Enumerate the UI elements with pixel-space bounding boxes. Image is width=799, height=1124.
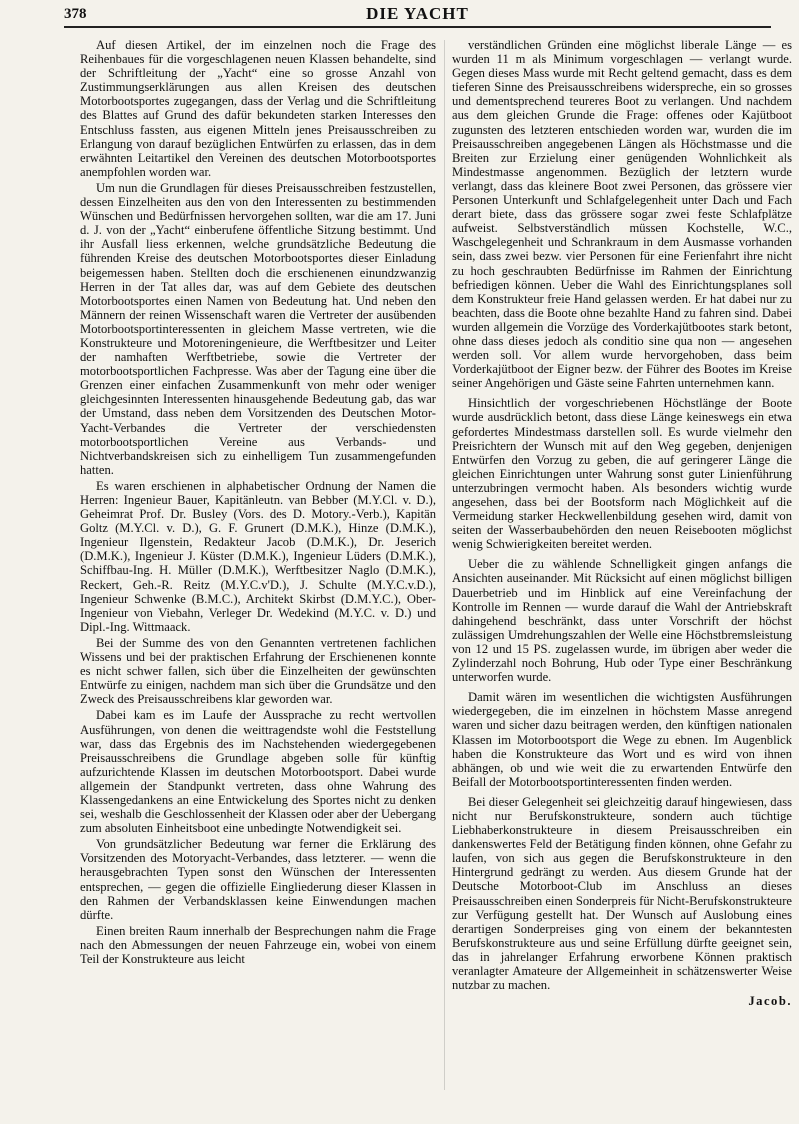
paragraph: Bei der Summe des von den Genannten vertretenen fachlichen Wissens und bei der praktischen Erfahrung der Erschienenen konnte es nicht schwer fallen, sich über die Einzelheiten der gewünschten Entwürfe zu einigen, nachdem man sich über die Grundsätze und den Zweck des Preisausschreibens klar geworden war. [80,635,436,707]
paragraph: Auf diesen Artikel, der im einzelnen noch die Frage des Reihenbaues für die vorgeschlagenen neuen Klassen behandelte, sind der Schriftleitung der „Yacht“ eine so grosse Anzahl von Zustimmungserklärungen aus allen Kreisen des deutschen Motorbootsportes zugegangen, dass der Verlag und die Schriftleitung des Blattes auf Grund des dafür bekundeten starken Interesses den Entschluss fassten, aus eigenen Mitteln jenes Preisausschreiben zu Erlangung von darauf bezüglichen Entwürfen zu erlassen, das in dem erwähnten Leitartikel den Vereinen des deutschen Motorbootsportes anempfohlen worden war. [80,38,436,179]
paragraph: verständlichen Gründen eine möglichst liberale Länge — es wurden 11 m als Minimum vorgeschlagen — verlangt wurde. Gegen dieses Mass wurde mit Recht geltend gemacht, dass es dem tieferen Sinne des Preisausschreibens widerspreche, ein so grosses und dementsprechend teureres Boot zu verlangen. Und nachdem aus dem gleichen Grunde die Frage: offenes oder Kajütboot zugunsten des letzteren entschieden worden war, wurden die im Preisausschreiben angegebenen Längen als Höchstmasse und die Breiten zur Erzielung einer genügenden Wohnlichkeit als Mindestmasse angenommen. Bezüglich der letztern wurde verlangt, dass das kleinere Boot zwei Personen, das grössere vier Personen Unterkunft und Schlafgelegenheit unter Dach und Fach derart biete, dass das grössere sogar zwei feste Schlafplätze aufweist. Selbstverständlich müssen Kochstelle, W.C., Waschgelegenheit und Schrankraum in dem Ausmasse vorhanden sein, dass zwei bezw. vier Personen für eine Ferienfahrt ihre nicht zu hoch geschraubten Bedürfnisse im Rahmen der Einrichtung befriedigen können. Ueber die Wahl des Einrichtungsplanes soll dem Konstrukteur freie Hand gelassen werden. Er hat dabei nur zu beachten, dass die Boote ohne bezahlte Hand zu fahren sind. Dabei wurden allgemein die Vorzüge des Vorderkajütbootes stark betont, ohne dass dieses jedoch als conditio sine qua non — angesehen werden soll. Vor allem wurde hervorgehoben, dass beim Vorderkajütboot der Eigner bezw. der Führer des Bootes im Kreise seiner Angehörigen und Gäste seine Fahrten unternehmen kann. [452,38,792,391]
paragraph: Ueber die zu wählende Schnelligkeit gingen anfangs die Ansichten auseinander. Mit Rücksicht auf einen möglichst billigen Dauerbetrieb und im Hinblick auf eine Vereinfachung der Kontrolle im Rennen — wurde darauf die Wahl der Antriebskraft dahingehend beschränkt, dass unter Vorschrift der höchst zulässigen Umdrehungszahlen der Welle eine Höchstbremsleistung von 12 und 15 PS. zugelassen wurde, im übrigen aber weder die Zylinderzahl noch Bohrung, Hub oder Type einer Beschränkung unterworfen wurde. [452,557,792,685]
header-rule [64,26,771,28]
paragraph: Hinsichtlich der vorgeschriebenen Höchstlänge der Boote wurde ausdrücklich betont, dass diese Länge keineswegs ein etwa gefordertes Mindestmass darstellen soll. Es wurde vielmehr den Preisrichtern der Wunsch mit auf den Weg gegeben, denjenigen Entwürfen den Vorzug zu geben, die auf geringerer Länge die gleichen Einrichtungen unter Wahrung sonst guter Linienführung unterzubringen vermocht haben. Als besonders wichtig wurde angesehen, dass bei der Bootsform nach Möglichkeit auf die Vermeidung starker Heckwellenbildung gesehen wird, damit von seiten der Wasserbaubehörden den neuen Reisebooten möglichst wenig Schwierigkeiten bereitet werden. [452,396,792,552]
author-signature: Jacob. [748,994,792,1009]
paragraph: Es waren erschienen in alphabetischer Ordnung der Namen die Herren: Ingenieur Bauer, Kapitänleutn. van Bebber (M.Y.Cl. v. D.), Geheimrat Prof. Dr. Busley (Vors. des D. Motory.-Verb.), Kapitän Goltz (M.Y.Cl. v. D.), G. F. Grunert (D.M.K.), Hinze (D.M.K.), Ingenieur Ilgenstein, Redakteur Jacob (D.M.K.), Dr. Jeserich (D.M.K.), Ingenieur J. Küster (D.M.K.), Ingenieur Lüders (D.M.K.), Schiffbau-Ing. H. Müller (D.M.K.), Werftbesitzer Naglo (D.M.K.), Reckert, Geh.-R. Reitz (M.Y.C.v'D.), J. Schulte (M.Y.C.v.D.), Ingenieur Schwenke (B.M.C.), Architekt Skirbst (D.M.Y.C.), Ober-Ingenieur von Viebahn, Verleger Dr. Wedekind (M.Y.C. v. D.) und Dipl.-Ing. Wittmaack. [80,478,436,634]
paragraph: Einen breiten Raum innerhalb der Besprechungen nahm die Frage nach den Abmessungen der neuen Fahrzeuge ein, wobei von einem Teil der Konstrukteure aus leicht [80,923,436,966]
paragraph: Damit wären im wesentlichen die wichtigsten Ausführungen wiedergegeben, die im einzelnen in höchstem Masse anregend waren und sicher dazu beitragen werden, den künftigen nationalen Klassen im Motorbootsport die Wege zu ebnen. Im Augenblick haben die Konstrukteure das Wort und es wird von ihnen abhängen, ob und wie weit die zu erwartenden Entwürfe den Beifall der Motorbootsportinteressenten finden werden. [452,690,792,789]
paragraph: Um nun die Grundlagen für dieses Preisausschreiben festzustellen, dessen Einzelheiten aus den von den Interessenten zu bestimmenden Wünschen und Bedürfnissen hervorgehen sollten, war die am 17. Juni d. J. von der „Yacht“ einberufene öffentliche Sitzung bestimmt. Und ihr Ausfall liess erkennen, welche grundsätzliche Bedeutung die führenden Kreise des deutschen Motorbootsportes dieser Einladung beigemessen haben. Stellten doch die erschienenen einundzwanzig Herren in der Tat alles dar, was auf dem Gebiete des deutschen Motorbootsportes einen Namen von Bedeutung hat. Und neben den Männern der reinen Wissenschaft waren die Vertreter der ausübenden Motorbootsportinteressenten in gleichem Masse vertreten, wie die Konstrukteure und Motoreningenieure, die Werftbesitzer und Leiter der namhaften Werftbetriebe, sowie die Vertreter der motorbootsportlichen Fachpresse. Was aber der Tagung eine über die Grenzen einer einfachen Zusammenkunft von mehr oder weniger gleichgesinnten Interessenten hinausgehende Bedeutung gab, das war der Umstand, dass neben dem Vorsitzenden des Deutschen Motor-Yacht-Verbandes die Vertreter der verschiedensten motorbootsportlichen Vereine aus Verbands- und Nichtverbandskreisen sich zu einhelligem Tun zusammengefunden hatten. [80,180,436,477]
paragraph: Bei dieser Gelegenheit sei gleichzeitig darauf hingewiesen, dass nicht nur Berufskonstrukteure, sondern auch tüchtige Liebhaberkonstrukteure in diesem Preisausschreiben ein dankenswertes Feld der Betätigung finden können, ohne Gefahr zu laufen, von sich aus gegen die Berufskonstrukteure in den Hintergrund gedrängt zu werden. Aus diesem Grunde hat der Deutsche Motorboot-Club im Anschluss an dieses Preisausschreiben einen Sonderpreis für Nicht-Berufskonstrukteure zur Verfügung gestellt hat. Der Wunsch auf Auslobung eines derartigen Sonderpreises ging von einem der bekanntesten Berufskonstrukteure aus und seine Erfüllung dürfte geeignet sein, das in jahrelanger Erfahrung erworbene Können praktisch veranlagter Amateure der Allgemeinheit in schätzenswerter Weise nutzbar zu machen. [452,794,792,993]
journal-title: DIE YACHT [366,4,469,23]
column-gutter [444,40,445,1090]
page-number: 378 [64,6,87,22]
right-column [452,38,792,1010]
running-head [64,4,771,26]
left-column [80,38,436,968]
paragraph: Dabei kam es im Laufe der Aussprache zu recht wertvollen Ausführungen, von denen die weittragendste wohl die Feststellung war, dass das Ergebnis des im Nachstehenden wiedergegebenen Preisausschreibens die Grundlage abgeben solle für künftig aufzurichtende Klassen im deutschen Motorbootsport. Dabei wurde allgemein der Standpunkt vertreten, dass ohne Wahrung des Klassengedankens an eine Entwickelung des Sportes nicht zu denken sei, weshalb die Geschlossenheit der Klassen oder aber der Uebergang zum absoluten Einheitsboot eine unbedingte Notwendigkeit sei. [80,708,436,836]
paragraph: Von grundsätzlicher Bedeutung war ferner die Erklärung des Vorsitzenden des Motoryacht-Verbandes, dass letzterer. — wenn die herausgebrachten Typen sonst den Wünschen der Interessenten entsprechen, — gegen die offizielle Eingliederung dieser Klassen in den Rahmen der Verbandsklassen keine Einwendungen machen dürfte. [80,837,436,922]
